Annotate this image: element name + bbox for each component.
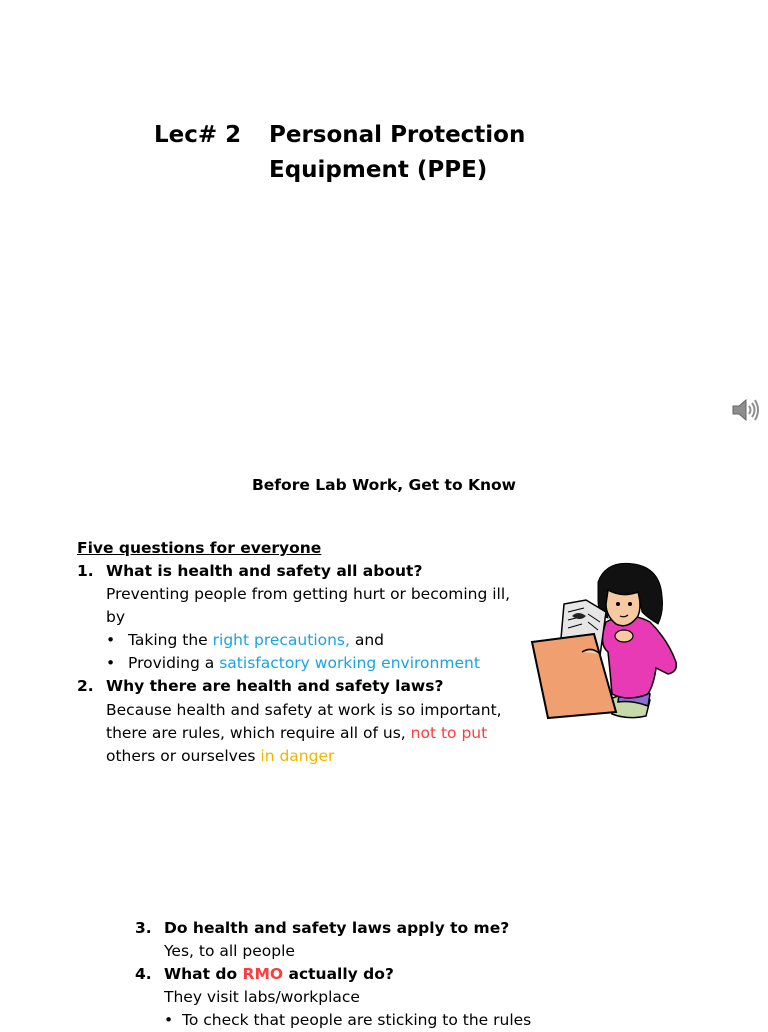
q1-number: 1. bbox=[77, 562, 94, 580]
answer-text: others or ourselves bbox=[106, 747, 261, 765]
highlight-working-environment: satisfactory working environment bbox=[219, 654, 480, 672]
q1-answer-line-2: by bbox=[106, 608, 126, 626]
answer-text: there are rules, which require all of us, bbox=[106, 724, 411, 742]
q2-answer-line-1: Because health and safety at work is so important, bbox=[106, 701, 502, 719]
bullet-dot: • bbox=[164, 1011, 174, 1029]
q3-question: Do health and safety laws apply to me? bbox=[164, 919, 510, 937]
q2-answer-line-3 bbox=[106, 745, 334, 768]
q2-number: 2. bbox=[77, 677, 94, 695]
slide-heading: Before Lab Work, Get to Know bbox=[251, 476, 517, 494]
bullet-text: Providing a bbox=[128, 654, 220, 672]
q4-number: 4. bbox=[135, 965, 152, 983]
title-line-1: Personal Protection bbox=[269, 122, 526, 148]
q3-answer: Yes, to all people bbox=[164, 942, 295, 960]
bullet-dot: • bbox=[106, 654, 116, 672]
highlight-not-to-put: not to put bbox=[410, 724, 488, 742]
bullet-text: Taking the bbox=[128, 631, 213, 649]
speaker-icon[interactable] bbox=[730, 395, 760, 425]
q2-question: Why there are health and safety laws? bbox=[106, 677, 444, 695]
bullet-text: and bbox=[349, 631, 385, 649]
q1-answer-line-1: Preventing people from getting hurt or becoming ill, bbox=[106, 585, 511, 603]
question-text: actually do? bbox=[283, 965, 394, 983]
highlight-right-precautions: right precautions, bbox=[212, 631, 350, 649]
q1-question: What is health and safety all about? bbox=[106, 562, 423, 580]
q4-bullet-1: To check that people are sticking to the rules bbox=[182, 1011, 532, 1029]
bullet-dot: • bbox=[106, 631, 116, 649]
q3-number: 3. bbox=[135, 919, 152, 937]
q1-bullet-1 bbox=[128, 629, 384, 652]
highlight-in-danger: in danger bbox=[260, 747, 335, 765]
section-subheading: Five questions for everyone bbox=[77, 539, 322, 557]
lecture-number: Lec# 2 bbox=[154, 122, 242, 148]
highlight-rmo: RMO bbox=[242, 965, 284, 983]
title-line-2: Equipment (PPE) bbox=[269, 157, 488, 183]
girl-reading-book-icon bbox=[528, 560, 680, 722]
q4-question bbox=[164, 963, 394, 986]
question-text: What do bbox=[164, 965, 243, 983]
q2-answer-line-2 bbox=[106, 722, 487, 745]
q1-bullet-2 bbox=[128, 652, 480, 675]
q4-answer: They visit labs/workplace bbox=[164, 988, 360, 1006]
